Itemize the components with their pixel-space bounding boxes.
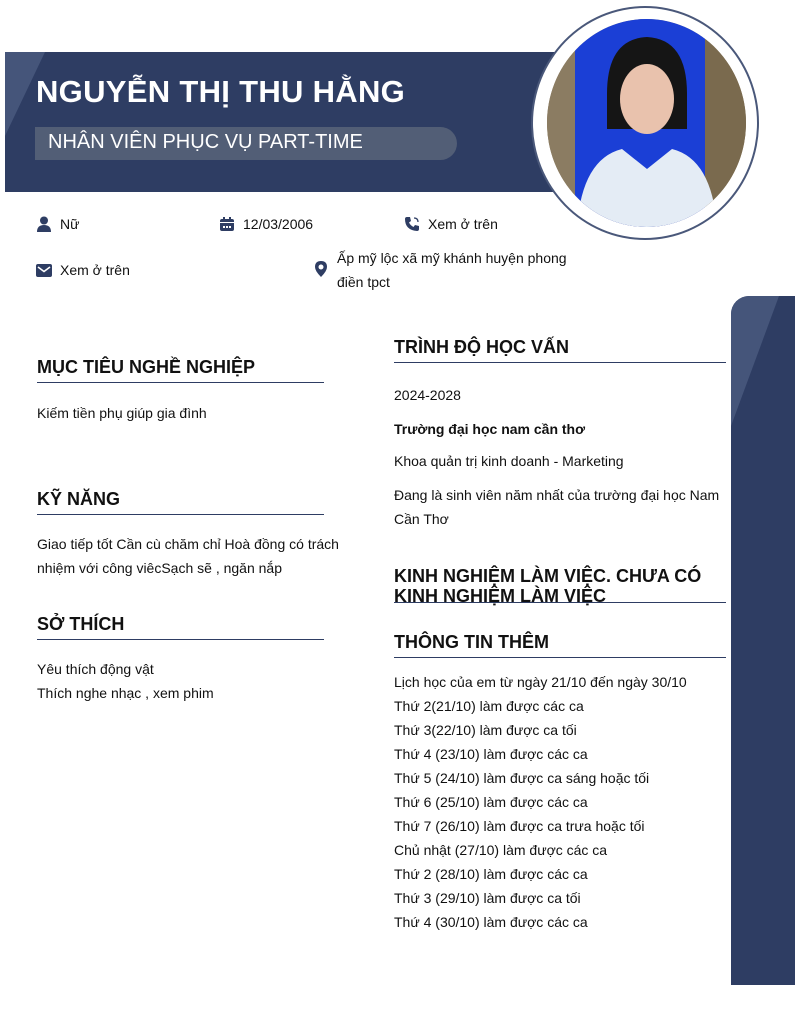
education-description: Đang là sinh viên năm nhất của trường đại học Nam Cần Thơ [394, 487, 720, 527]
user-icon [36, 216, 52, 232]
extra-info-line: Thứ 5 (24/10) làm được ca sáng hoặc tối [394, 770, 650, 786]
extra-info-list [394, 670, 687, 934]
location-pin-icon [313, 261, 329, 277]
phone-text: Xem ở trên [428, 216, 498, 232]
extra-info-line: Thứ 2 (28/10) làm được các ca [394, 866, 588, 882]
birthday-text: 12/03/2006 [243, 216, 314, 232]
objective-heading: MỤC TIÊU NGHỀ NGHIỆP [37, 357, 324, 383]
education-school: Trường đại học nam cần thơ [394, 421, 586, 437]
gender-text: Nữ [60, 216, 80, 232]
hobby-item: Yêu thích động vật [37, 661, 154, 677]
experience-heading: KINH NGHIỆM LÀM VIỆC. CHƯA CÓ KINH NGHIỆM LÀM VIỆC [394, 566, 726, 603]
envelope-icon [36, 262, 52, 278]
extra-info-line: Thứ 4 (23/10) làm được các ca [394, 746, 588, 762]
calendar-icon [219, 216, 235, 232]
extra-info-line: Thứ 4 (30/10) làm được các ca [394, 914, 588, 930]
profile-photo [547, 19, 746, 227]
birthday-info [219, 212, 313, 236]
extra-info-heading: THÔNG TIN THÊM [394, 632, 726, 658]
decorative-sidebar [731, 296, 795, 985]
skills-text: Giao tiếp tốt Cần cù chăm chỉ Hoà đồng có trách nhiệm với công viêcSạch sẽ , ngăn nắp [37, 536, 339, 576]
header-band [5, 52, 565, 192]
skills-heading: KỸ NĂNG [37, 489, 324, 515]
objective-text: Kiếm tiền phụ giúp gia đình [37, 405, 207, 421]
extra-info-line: Thứ 3 (29/10) làm được ca tối [394, 890, 581, 906]
hobbies-heading: SỞ THÍCH [37, 614, 324, 640]
extra-info-line: Thứ 7 (26/10) làm được ca trưa hoặc tối [394, 818, 645, 834]
address-info [313, 246, 573, 294]
extra-info-line: Chủ nhật (27/10) làm được các ca [394, 842, 608, 858]
phone-icon [404, 216, 420, 232]
address-text: Ấp mỹ lộc xã mỹ khánh huyện phong điền tpct [337, 250, 567, 290]
extra-info-line: Thứ 3(22/10) làm được ca tối [394, 722, 577, 738]
email-text: Xem ở trên [60, 262, 130, 278]
education-major: Khoa quản trị kinh doanh - Marketing [394, 453, 624, 469]
education-years: 2024-2028 [394, 387, 461, 403]
phone-info [404, 212, 498, 236]
extra-info-line: Lịch học của em từ ngày 21/10 đến ngày 30/10 [394, 674, 687, 690]
education-heading: TRÌNH ĐỘ HỌC VẤN [394, 337, 726, 363]
extra-info-line: Thứ 6 (25/10) làm được các ca [394, 794, 588, 810]
extra-info-line: Thứ 2(21/10) làm được các ca [394, 698, 584, 714]
job-title: NHÂN VIÊN PHỤC VỤ PART-TIME [35, 127, 457, 160]
candidate-name: NGUYỄN THỊ THU HẰNG [36, 74, 406, 109]
email-info [36, 258, 130, 282]
gender-info [36, 212, 79, 236]
hobby-item: Thích nghe nhạc , xem phim [37, 685, 214, 701]
